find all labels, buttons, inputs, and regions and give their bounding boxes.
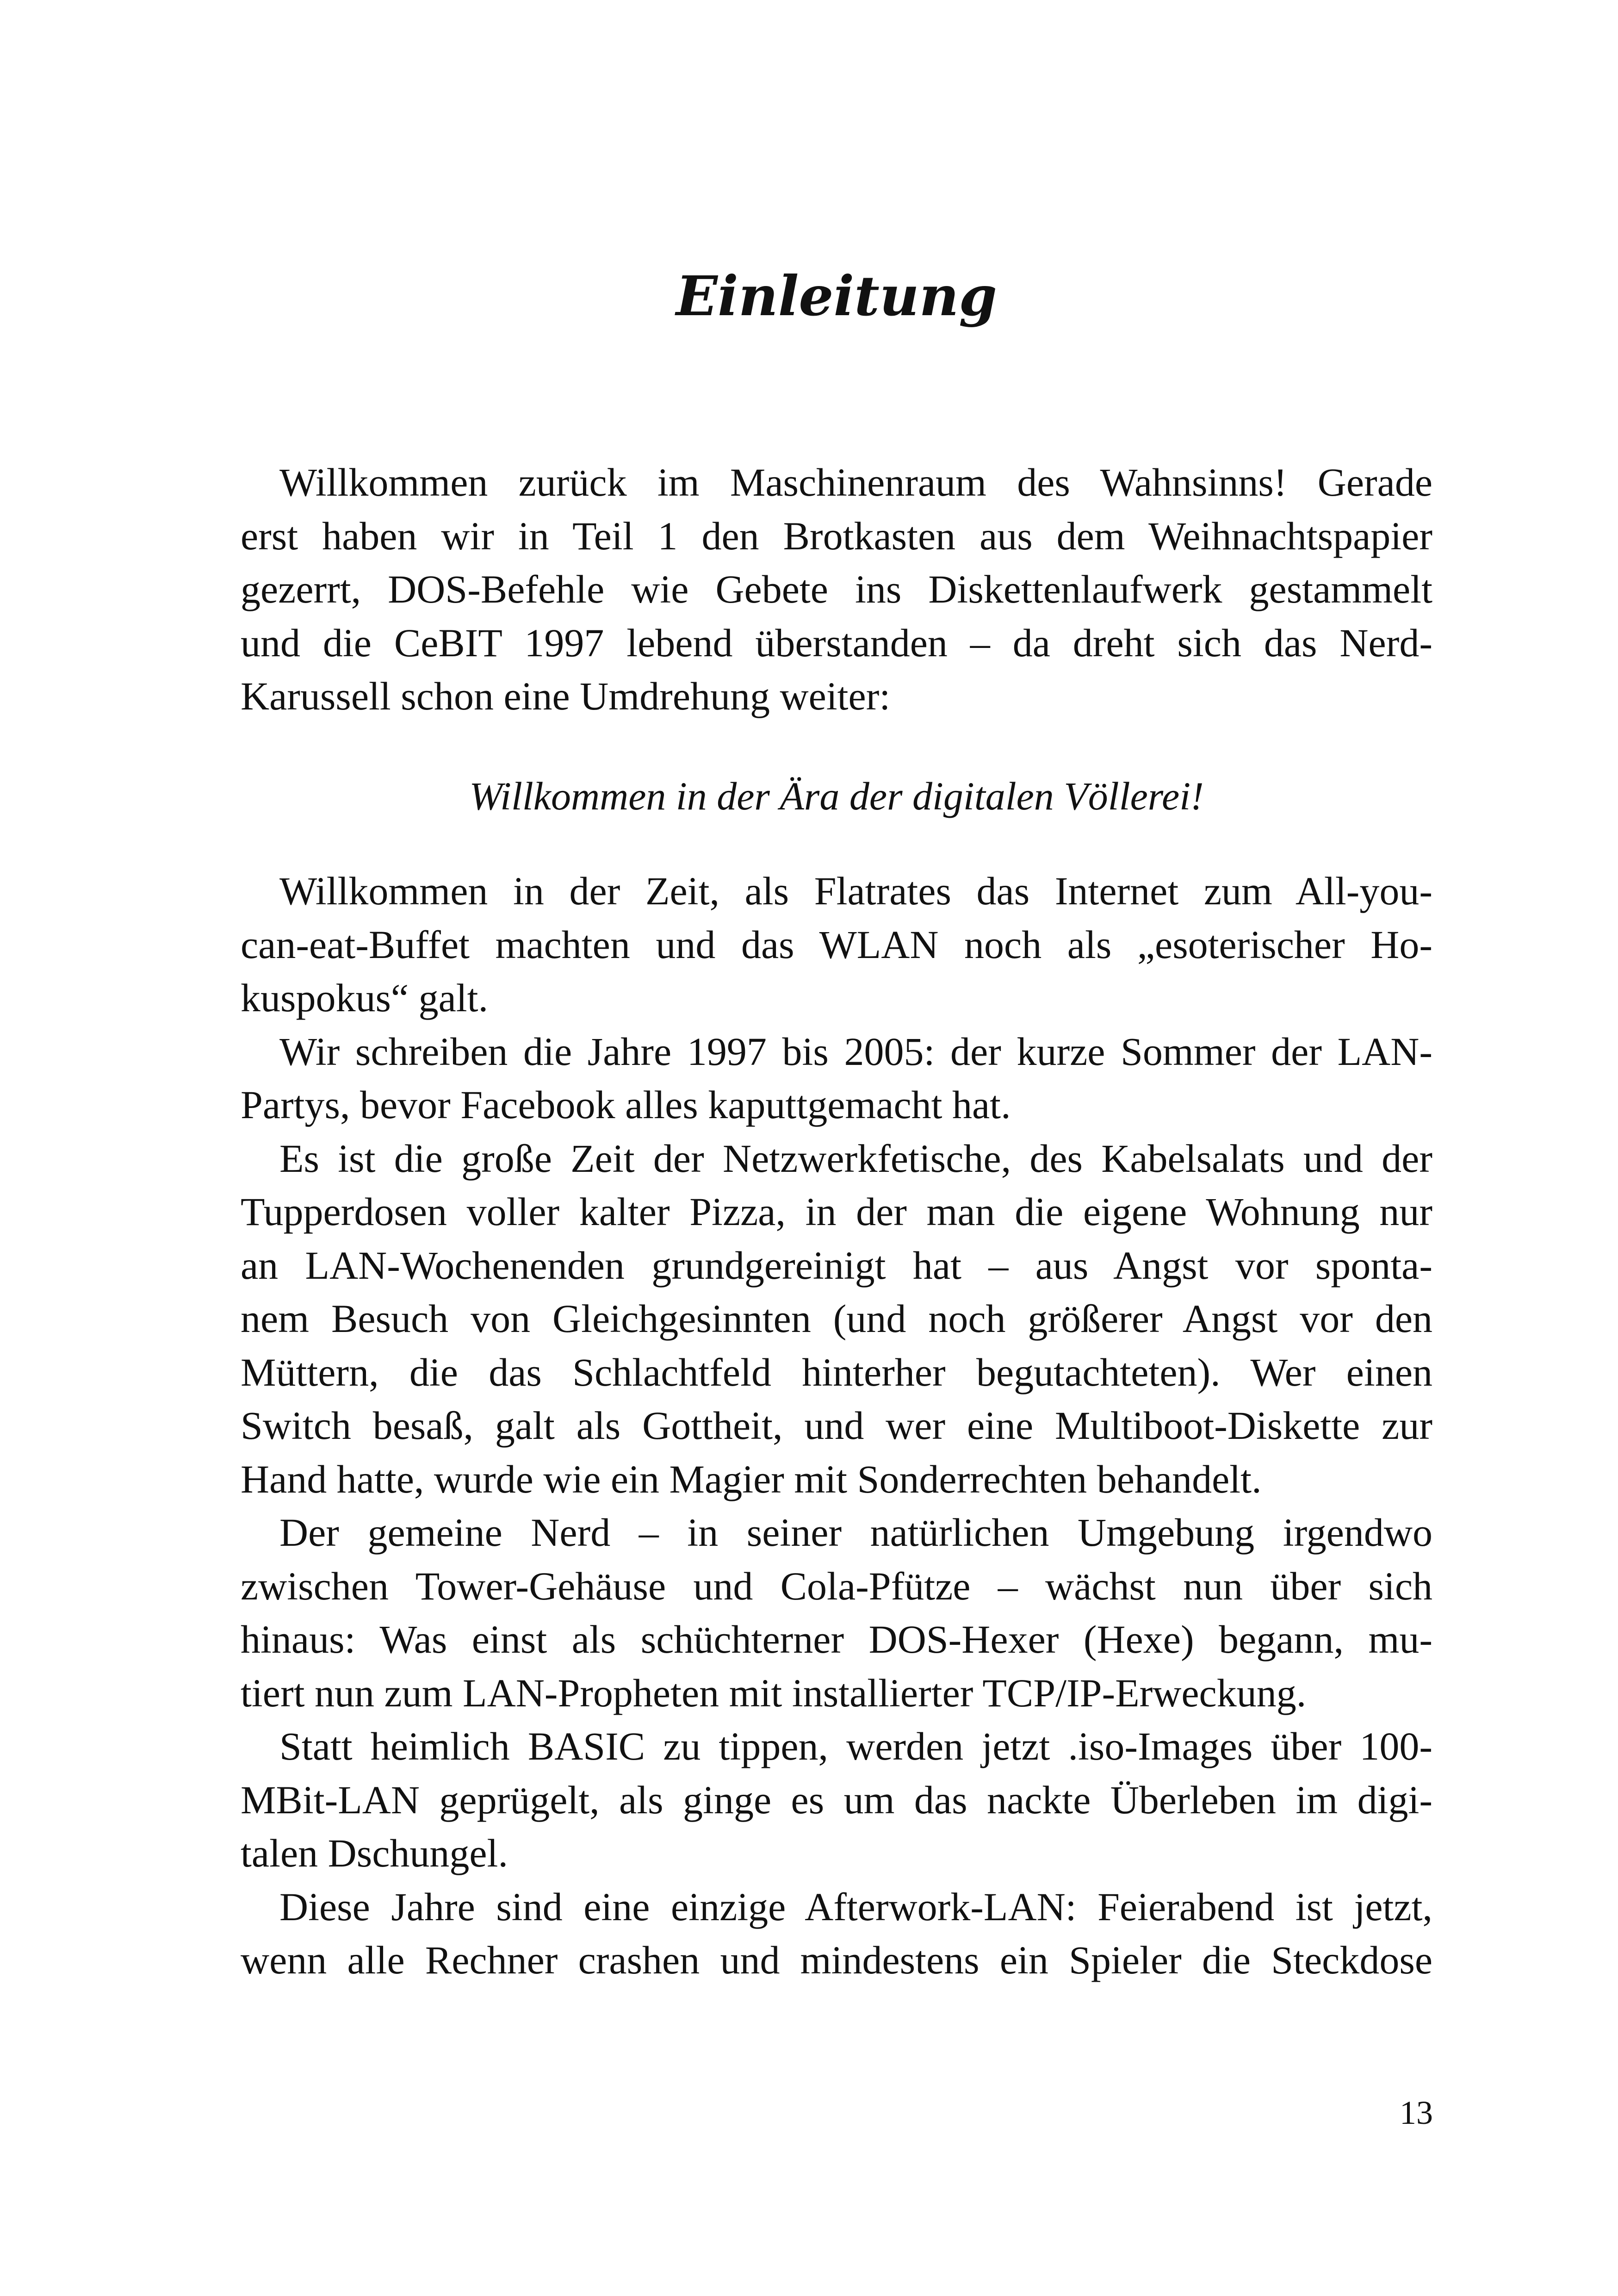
- paragraph: [241, 1506, 1432, 1720]
- paragraph: [241, 865, 1432, 1025]
- text-line: nem Besuch von Gleichgesinnten (und noch größerer Angst vor den: [241, 1296, 1432, 1341]
- text-line: Willkommen zurück im Maschinenraum des Wahnsinns! Gerade: [279, 460, 1432, 504]
- chapter-title: Einleitung: [676, 264, 997, 328]
- text-line: can-eat-Buffet machten und das WLAN noch als „esoterischer Ho-: [241, 922, 1432, 967]
- text-line: an LAN-Wochenenden grundgereinigt hat – aus Angst vor sponta-: [241, 1243, 1432, 1288]
- text-line: kuspokus“ galt.: [241, 976, 489, 1020]
- paragraph-intro: [241, 456, 1432, 723]
- text-line: Willkommen in der Zeit, als Flatrates das Internet zum All-you-: [279, 869, 1432, 913]
- paragraph: [241, 1132, 1432, 1506]
- text-line: Müttern, die das Schlachtfeld hinterher begutachteten). Wer einen: [241, 1350, 1432, 1394]
- text-line: Tupperdosen voller kalter Pizza, in der man die eigene Wohnung nur: [241, 1189, 1432, 1234]
- text-line: Wir schreiben die Jahre 1997 bis 2005: der kurze Sommer der LAN-: [279, 1029, 1432, 1074]
- paragraph: [241, 1880, 1432, 1987]
- text-line: Es ist die große Zeit der Netzwerkfetische, des Kabelsalats und der: [279, 1136, 1432, 1181]
- page-number: 13: [1400, 2094, 1433, 2131]
- text-line: erst haben wir in Teil 1 den Brotkasten aus dem Weihnachtspapier: [241, 513, 1432, 558]
- text-line: hinaus: Was einst als schüchterner DOS-Hexer (Hexe) begann, mu-: [241, 1617, 1432, 1661]
- body-text: [241, 456, 1432, 1987]
- text-line: zwischen Tower-Gehäuse und Cola-Pfütze – wächst nun über sich: [241, 1563, 1432, 1608]
- text-line: und die CeBIT 1997 lebend überstanden – da dreht sich das Nerd-: [241, 620, 1432, 665]
- text-line: gezerrt, DOS-Befehle wie Gebete ins Diskettenlaufwerk gestammelt: [241, 567, 1432, 611]
- text-line: wenn alle Rechner crashen und mindestens ein Spieler die Steckdose: [241, 1938, 1432, 1982]
- text-line: Statt heimlich BASIC zu tippen, werden jetzt .iso-Images über 100-: [279, 1724, 1432, 1768]
- paragraph: [241, 1720, 1432, 1880]
- text-line: Hand hatte, wurde wie ein Magier mit Sonderrechten behandelt.: [241, 1456, 1262, 1501]
- text-line: Partys, bevor Facebook alles kaputtgemacht hat.: [241, 1083, 1011, 1127]
- text-line: Der gemeine Nerd – in seiner natürlichen Umgebung irgendwo: [279, 1510, 1432, 1555]
- text-line: Diese Jahre sind eine einzige Afterwork-LAN: Feierabend ist jetzt,: [279, 1884, 1432, 1929]
- paragraph: [241, 1025, 1432, 1132]
- text-line: talen Dschungel.: [241, 1831, 508, 1875]
- text-line: tiert nun zum LAN-Propheten mit installierter TCP/IP-Erweckung.: [241, 1670, 1307, 1715]
- text-line: Karussell schon eine Umdrehung weiter:: [241, 674, 891, 718]
- text-line: MBit-LAN geprügelt, als ginge es um das nackte Überleben im digi-: [241, 1777, 1432, 1822]
- motto: Willkommen in der Ära der digitalen Völlerei!: [469, 773, 1204, 818]
- text-line: Switch besaß, galt als Gottheit, und wer eine Multiboot-Diskette zur: [241, 1403, 1432, 1448]
